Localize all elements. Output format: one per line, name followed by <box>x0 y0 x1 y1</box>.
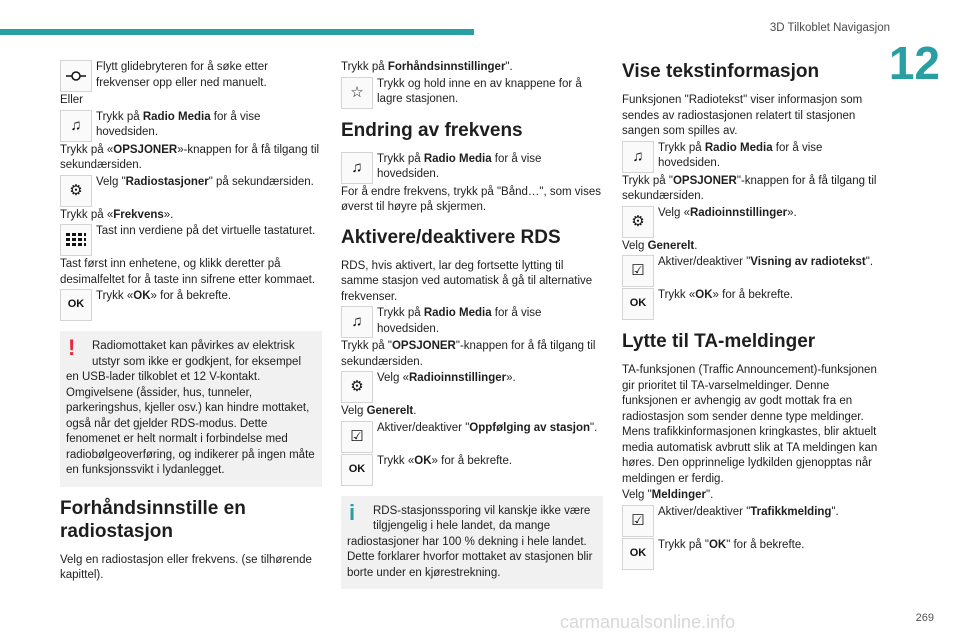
watermark: carmanualsonline.info <box>560 612 736 632</box>
ok-icon: OK <box>341 454 373 486</box>
header-accent-bar <box>0 29 474 35</box>
step-slider <box>60 60 322 92</box>
slider-icon <box>60 60 92 92</box>
step-ok: OK Trykk på "OK" for å bekrefte. <box>622 538 884 570</box>
settings-gear-icon: ⚙ <box>341 371 373 403</box>
ok-icon: OK <box>60 289 92 321</box>
paragraph: For å endre frekvens, trykk på "Bånd…", som vises øverst til høyre på skjermen. <box>341 185 601 213</box>
info-icon: i <box>349 499 356 525</box>
step-radio-media: ♫ Trykk på Radio Media for å vise hovedsiden. <box>341 152 603 184</box>
heading-preset: Forhåndsinnstille en radiostasjon <box>60 497 246 542</box>
paragraph: Velg en radiostasjon eller frekvens. (se tilhørende kapittel). <box>60 553 312 581</box>
step-presets: ☆ Trykk og hold inne en av knappene for å lagre stasjonen. <box>341 77 603 109</box>
column-1 <box>60 60 322 585</box>
text-or: Eller <box>60 94 84 106</box>
step-ok: OK Trykk «OK» for å bekrefte. <box>60 289 322 321</box>
step-toggle: ☑ Aktiver/deaktiver "Oppfølging av stasjon". <box>341 421 603 453</box>
settings-gear-icon: ⚙ <box>60 175 92 207</box>
paragraph: Trykk på «Frekvens». <box>60 208 174 221</box>
settings-gear-icon: ⚙ <box>622 206 654 238</box>
checkbox-icon: ☑ <box>341 421 373 453</box>
step-ok: OK Trykk «OK» for å bekrefte. <box>622 288 884 320</box>
paragraph: Trykk på «OPSJONER»-knappen for å få tilgang til sekundærsiden. <box>60 143 320 171</box>
paragraph: Tast først inn enhetene, og klikk deretter på desimalfeltet for å taste inn sifrene etter kommaet. <box>60 258 316 286</box>
checkbox-icon: ☑ <box>622 505 654 537</box>
column-2 <box>341 60 603 595</box>
heading-ta: Lytte til TA-meldinger <box>622 331 816 352</box>
keypad-icon <box>60 224 92 256</box>
paragraph: Velg Generelt. <box>341 405 417 417</box>
checkbox-icon: ☑ <box>622 255 654 287</box>
step-text: Flytt glidebryteren for å søke etter frekvenser opp eller ned manuelt. <box>96 61 268 89</box>
paragraph: Velg "Meldinger". <box>622 489 714 501</box>
paragraph: RDS, hvis aktivert, lar deg fortsette lytting til samme stasjon ved automatisk å gå til alternative frekvenser. <box>341 259 593 303</box>
paragraph: Velg Generelt. <box>622 239 698 252</box>
paragraph: TA-funksjonen (Traffic Announcement)-funksjonen gir prioritet til TA-varselmeldinger. Denne funksjonen er avhengig av godt mottak fra en radiostasjon som sender denne type meldinger. Mens trafikkinformasjonen kringkastes, blir aktuelt media automatisk avbrutt slik at TA meldingen kan høres. Den opprinnelige lydkilden gjenopptas når meldingen er ferdig. <box>622 364 878 485</box>
music-note-icon: ♫ <box>341 306 373 338</box>
column-3 <box>622 60 884 571</box>
paragraph: Funksjonen "Radiotekst" viser informasjon som sendes av radiostasjonen relatert til stasjonen sangen som spilles av. <box>622 94 863 137</box>
step-radio-media: ♫ Trykk på Radio Media for å vise hovedsiden. <box>341 306 603 338</box>
chapter-number: 12 <box>888 37 940 89</box>
step-keypad: Tast inn verdiene på det virtuelle tastaturet. <box>60 224 322 256</box>
step-toggle: ☑ Aktiver/deaktiver "Visning av radiotekst". <box>622 255 884 287</box>
music-note-icon: ♫ <box>341 152 373 184</box>
heading-text-info: Vise tekstinformasjon <box>622 61 820 82</box>
warning-box: ! Radiomottaket kan påvirkes av elektrisk utstyr som ikke er godkjent, for eksempel en USB-lader tilkoblet et 12 V-kontakt. Omgivelsene (åssider, hus, tunneler, parkeringshus, kjeller osv.) kan hindre mottaket, også når det gjelder RDS-modus. Dette fenomenet er helt normalt i forbindelse med radiobølgeoverføring, og indikerer på ingen måte en funksjonssvikt i lydanlegget. <box>60 331 322 487</box>
ok-icon: OK <box>622 288 654 320</box>
step-radio-stations: ⚙ Velg "Radiostasjoner" på sekundærsiden. <box>60 175 322 207</box>
ok-icon: OK <box>622 538 654 570</box>
page-number: 269 <box>915 612 934 624</box>
music-note-icon: ♫ <box>60 110 92 142</box>
heading-frequency: Endring av frekvens <box>341 119 523 141</box>
step-radio-settings: ⚙ Velg «Radioinnstillinger». <box>341 371 603 403</box>
paragraph: Trykk på "OPSJONER"-knappen for å få tilgang til sekundærsiden. <box>622 174 877 202</box>
info-box: i RDS-stasjonssporing vil kanskje ikke være tilgjengelig i hele landet, da mange radiostasjoner har 100 % dekning i hele landet. Dette forklarer hvorfor mottaket av stasjonen blir borte under en kjørestrekning. <box>341 496 603 590</box>
music-note-icon: ♫ <box>622 141 654 173</box>
step-toggle: ☑ Aktiver/deaktiver "Trafikkmelding". <box>622 505 884 537</box>
step-radio-media: ♫ Trykk på Radio Media for å vise hovedsiden. <box>60 110 322 142</box>
paragraph: Trykk på "OPSJONER"-knappen for å få tilgang til sekundærsiden. <box>341 340 596 368</box>
heading-rds: Aktivere/deaktivere RDS <box>341 226 561 248</box>
step-ok: OK Trykk «OK» for å bekrefte. <box>341 454 603 486</box>
paragraph: Trykk på Forhåndsinnstillinger". <box>341 61 513 73</box>
step-radio-settings: ⚙ Velg «Radioinnstillinger». <box>622 206 884 238</box>
warning-icon: ! <box>68 335 76 360</box>
page-header: 3D Tilkoblet Navigasjon <box>769 22 890 34</box>
star-icon: ☆ <box>341 77 373 109</box>
step-radio-media: ♫ Trykk på Radio Media for å vise hovedsiden. <box>622 141 884 173</box>
